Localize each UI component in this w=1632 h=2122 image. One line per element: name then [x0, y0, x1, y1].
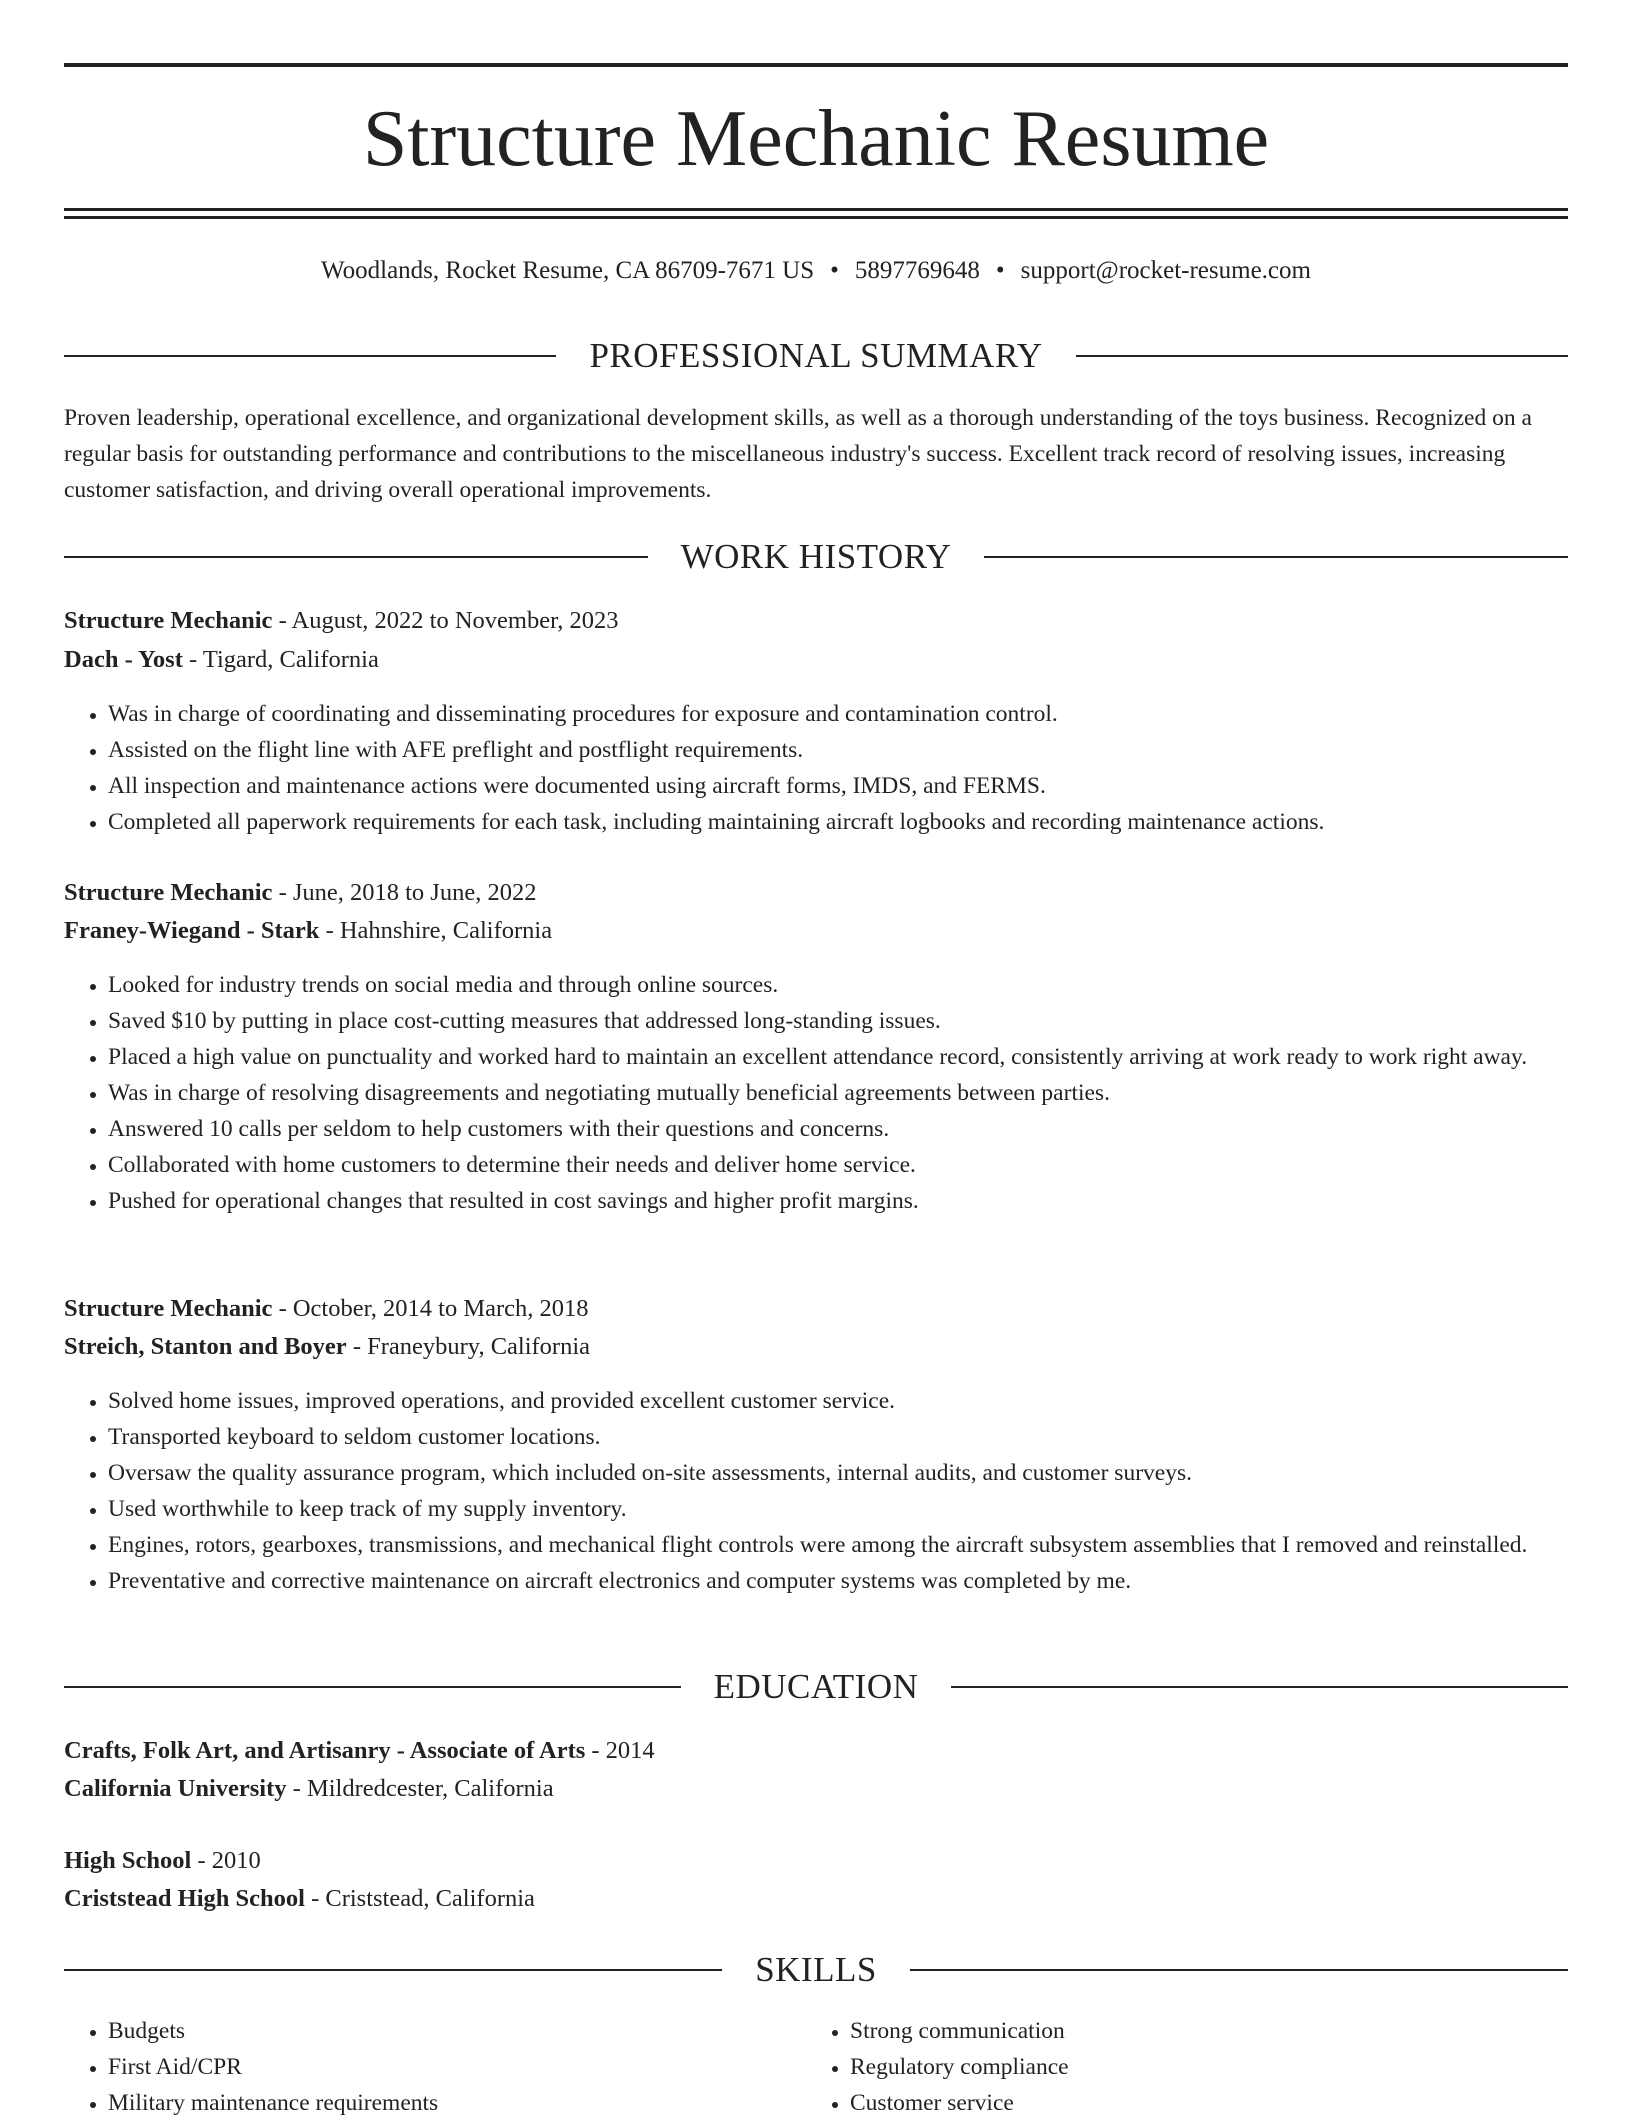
job-location: - Franeybury, California — [346, 1333, 591, 1360]
job-bullet: • Preventative and corrective maintenance on aircraft electronics and computer systems was completed by me. — [108, 1563, 1568, 1599]
section-heading: WORK HISTORY — [680, 537, 952, 576]
skill-item: • Strong communication — [850, 2013, 1548, 2049]
job-bullet: • All inspection and maintenance actions were documented using aircraft forms, IMDS, and FERMS. — [108, 768, 1568, 804]
skills-list-left — [64, 2013, 806, 2121]
job-bullet: • Was in charge of coordinating and disseminating procedures for exposure and contamination control. — [108, 696, 1568, 732]
contact-separator: • — [995, 257, 1005, 284]
section-rule — [1076, 355, 1568, 357]
job-company: Streich, Stanton and Boyer — [64, 1333, 347, 1360]
summary-text: Proven leadership, operational excellence, and organizational development skills, as well as a thorough understanding of the toys business. Recognized on a regular basis for outstanding performance and contributions to the miscellaneous industry's success. Excellent track record of resolving issues, increasing customer satisfaction, and driving overall operational improvements. — [64, 405, 1532, 503]
section-rule — [64, 1969, 722, 1971]
job-dates: - August, 2022 to November, 2023 — [272, 607, 619, 634]
job-bullet: • Was in charge of resolving disagreements and negotiating mutually beneficial agreements between parties. — [108, 1075, 1568, 1111]
contact-phone: 5897769648 — [854, 257, 980, 284]
job-bullet: • Looked for industry trends on social media and through online sources. — [108, 967, 1568, 1003]
job-dates: - October, 2014 to March, 2018 — [272, 1295, 589, 1322]
job-company-line — [64, 641, 1568, 679]
job-bullet: • Solved home issues, improved operations, and provided excellent customer service. — [108, 1383, 1568, 1419]
section-rule — [951, 1686, 1568, 1688]
education-degree-line — [64, 1732, 1568, 1770]
job-bullets — [64, 967, 1568, 1219]
education-degree: Crafts, Folk Art, and Artisanry - Associate of Arts — [64, 1737, 586, 1764]
skills-list-right — [806, 2013, 1548, 2121]
job-title: Structure Mechanic — [64, 1295, 273, 1322]
job-company: Dach - Yost — [64, 646, 183, 673]
education-school-line — [64, 1770, 1568, 1808]
header-bottom-rule-1 — [64, 208, 1568, 211]
section-heading: PROFESSIONAL SUMMARY — [589, 336, 1043, 375]
section-work-history — [64, 535, 1568, 579]
job-dates: - June, 2018 to June, 2022 — [272, 879, 537, 906]
section-rule — [910, 1969, 1568, 1971]
skill-item: • Military maintenance requirements — [108, 2085, 806, 2121]
contact-email: support@rocket-resume.com — [1020, 257, 1311, 284]
contact-address: Woodlands, Rocket Resume, CA 86709-7671 US — [321, 257, 815, 284]
education-degree: High School — [64, 1847, 192, 1874]
job-title-line — [64, 602, 1568, 640]
job-company-line — [64, 1328, 1568, 1366]
section-skills — [64, 1948, 1568, 1992]
section-rule — [984, 556, 1568, 558]
job-bullet: • Completed all paperwork requirements for each task, including maintaining aircraft logbooks and recording maintenance actions. — [108, 804, 1568, 840]
header-top-rule — [64, 63, 1568, 67]
header-bottom-rule-2 — [64, 216, 1568, 219]
section-professional-summary — [64, 334, 1568, 378]
education-location: - Mildredcester, California — [286, 1775, 554, 1802]
job-bullets — [64, 1383, 1568, 1599]
section-rule — [64, 556, 648, 558]
job-bullet: • Assisted on the flight line with AFE preflight and postflight requirements. — [108, 732, 1568, 768]
job-title: Structure Mechanic — [64, 879, 273, 906]
skill-item: • Regulatory compliance — [850, 2049, 1548, 2085]
job-location: - Hahnshire, California — [319, 917, 553, 944]
job-bullet: • Pushed for operational changes that resulted in cost savings and higher profit margins. — [108, 1183, 1568, 1219]
job-title: Structure Mechanic — [64, 607, 273, 634]
job-location: - Tigard, California — [182, 646, 379, 673]
job-bullet: • Engines, rotors, gearboxes, transmissions, and mechanical flight controls were among the aircraft subsystem assemblies that I removed and reinstalled. — [108, 1527, 1568, 1563]
job-bullet: • Collaborated with home customers to determine their needs and deliver home service. — [108, 1147, 1568, 1183]
education-school-line — [64, 1880, 1568, 1918]
education-location: - Criststead, California — [304, 1885, 535, 1912]
contact-line — [0, 252, 1632, 290]
education-year: - 2014 — [585, 1737, 655, 1764]
contact-separator: • — [830, 257, 839, 284]
section-heading: SKILLS — [755, 1950, 877, 1989]
skill-item: • Customer service — [850, 2085, 1548, 2121]
skill-item: • Budgets — [108, 2013, 806, 2049]
job-bullet: • Answered 10 calls per seldom to help customers with their questions and concerns. — [108, 1111, 1568, 1147]
education-school: California University — [64, 1775, 287, 1802]
job-title-line — [64, 1290, 1568, 1328]
job-bullet: • Placed a high value on punctuality and worked hard to maintain an excellent attendance record, consistently arriving at work ready to work right away. — [108, 1039, 1568, 1075]
skill-item: • First Aid/CPR — [108, 2049, 806, 2085]
page-title: Structure Mechanic Resume — [362, 95, 1270, 183]
job-company-line — [64, 912, 1568, 950]
section-education — [64, 1665, 1568, 1709]
section-heading: EDUCATION — [713, 1667, 919, 1706]
education-school: Criststead High School — [64, 1885, 305, 1912]
job-bullet: • Saved $10 by putting in place cost-cutting measures that addressed long-standing issues. — [108, 1003, 1568, 1039]
job-bullet: • Oversaw the quality assurance program, which included on-site assessments, internal audits, and customer surveys. — [108, 1455, 1568, 1491]
job-bullet: • Transported keyboard to seldom customer locations. — [108, 1419, 1568, 1455]
job-title-line — [64, 874, 1568, 912]
section-rule — [64, 1686, 681, 1688]
job-bullet: • Used worthwhile to keep track of my supply inventory. — [108, 1491, 1568, 1527]
education-degree-line — [64, 1842, 1568, 1880]
section-rule — [64, 355, 556, 357]
job-company: Franey-Wiegand - Stark — [64, 917, 320, 944]
job-bullets — [64, 696, 1568, 840]
education-year: - 2010 — [191, 1847, 261, 1874]
